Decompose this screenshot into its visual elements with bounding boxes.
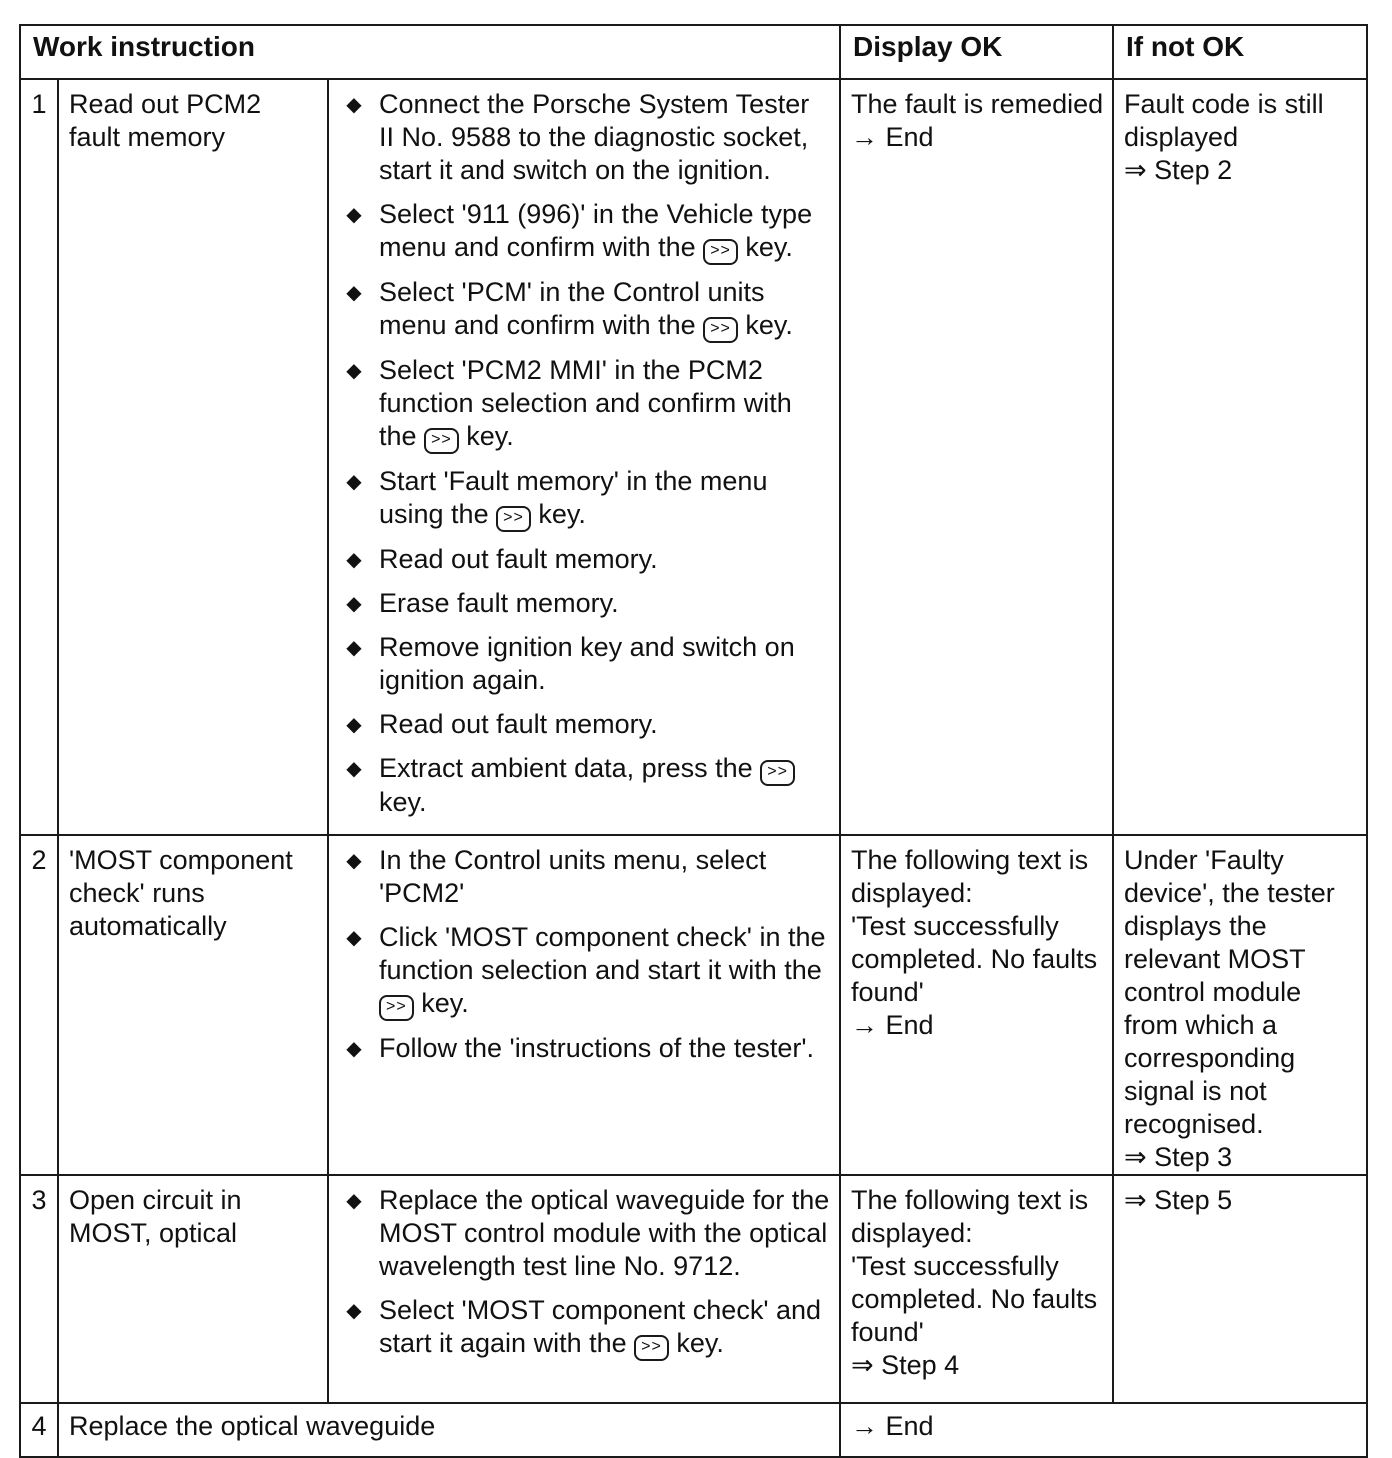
display-ok-cell (840, 835, 1113, 1175)
instruction-item: ◆ Read out fault memory. (341, 708, 831, 741)
header-work-instruction: Work instruction (20, 25, 840, 79)
if-not-ok-result: ⇒ Step 3 (1124, 1142, 1233, 1172)
display-ok-message: 'Test successfully completed. No faults found' (851, 911, 1098, 1007)
forward-key-icon: >> (760, 760, 795, 786)
instruction-item: ◆ Select 'PCM2 MMI' in the PCM2 function selection and confirm with the >> key. (341, 354, 831, 454)
bullet-diamond-icon: ◆ (346, 94, 362, 116)
display-ok-text: The following text is displayed: (851, 1185, 1089, 1248)
display-ok-text: The following text is displayed: (851, 845, 1089, 908)
bullet-diamond-icon: ◆ (346, 637, 362, 659)
step-number: 3 (20, 1175, 58, 1403)
forward-key-icon: >> (496, 506, 531, 532)
display-ok-result: → End (851, 122, 934, 152)
bullet-diamond-icon: ◆ (346, 1300, 362, 1322)
if-not-ok-result: ⇒ Step 2 (1124, 155, 1233, 185)
display-ok-text: The fault is remedied (851, 89, 1104, 119)
bullet-diamond-icon: ◆ (346, 850, 362, 872)
step-instructions (328, 835, 840, 1175)
step-title: Replace the optical waveguide (58, 1403, 840, 1457)
instruction-item: ◆ Connect the Porsche System Tester II No. 9588 to the diagnostic socket, start it and switch on the ignition. (341, 88, 831, 187)
instruction-item: ◆ Erase fault memory. (341, 587, 831, 620)
if-not-ok-text: Fault code is still displayed (1124, 89, 1324, 152)
step-number: 4 (20, 1403, 58, 1457)
bullet-diamond-icon: ◆ (346, 360, 362, 382)
table-row (20, 79, 1367, 835)
table-row (20, 1175, 1367, 1403)
display-ok-result: → End (851, 1411, 934, 1441)
instruction-item: ◆ Select '911 (996)' in the Vehicle type menu and confirm with the >> key. (341, 198, 831, 265)
instruction-item: ◆ Extract ambient data, press the >> key. (341, 752, 831, 819)
if-not-ok-cell (1113, 835, 1367, 1175)
display-ok-cell (840, 1403, 1367, 1457)
forward-key-icon: >> (634, 1335, 669, 1361)
header-display-ok: Display OK (840, 25, 1113, 79)
step-number: 2 (20, 835, 58, 1175)
work-instruction-table (19, 24, 1368, 1458)
instruction-item: ◆ Start 'Fault memory' in the menu using the >> key. (341, 465, 831, 532)
bullet-diamond-icon: ◆ (346, 204, 362, 226)
instruction-item: ◆ Select 'PCM' in the Control units menu and confirm with the >> key. (341, 276, 831, 343)
bullet-diamond-icon: ◆ (346, 593, 362, 615)
bullet-diamond-icon: ◆ (346, 758, 362, 780)
step-number: 1 (20, 79, 58, 835)
if-not-ok-cell (1113, 79, 1367, 835)
display-ok-result: → End (851, 1010, 934, 1040)
step-title: Open circuit in MOST, optical (58, 1175, 328, 1403)
instruction-item: ◆ Click 'MOST component check' in the function selection and start it with the >> key. (341, 921, 831, 1021)
forward-key-icon: >> (703, 239, 738, 265)
bullet-diamond-icon: ◆ (346, 1038, 362, 1060)
table-row (20, 1403, 1367, 1457)
forward-key-icon: >> (379, 995, 414, 1021)
forward-key-icon: >> (424, 428, 459, 454)
step-title: 'MOST component check' runs automatically (58, 835, 328, 1175)
step-instructions (328, 79, 840, 835)
instruction-item: ◆ In the Control units menu, select 'PCM2' (341, 844, 831, 910)
if-not-ok-result: ⇒ Step 5 (1124, 1185, 1233, 1215)
header-row (20, 25, 1367, 79)
instruction-item: ◆ Read out fault memory. (341, 543, 831, 576)
if-not-ok-cell (1113, 1175, 1367, 1403)
bullet-diamond-icon: ◆ (346, 549, 362, 571)
bullet-diamond-icon: ◆ (346, 471, 362, 493)
display-ok-message: 'Test successfully completed. No faults found' (851, 1251, 1098, 1347)
bullet-diamond-icon: ◆ (346, 282, 362, 304)
display-ok-result: ⇒ Step 4 (851, 1350, 960, 1380)
step-instructions (328, 1175, 840, 1403)
forward-key-icon: >> (703, 317, 738, 343)
display-ok-cell (840, 1175, 1113, 1403)
bullet-diamond-icon: ◆ (346, 714, 362, 736)
instruction-item: ◆ Replace the optical waveguide for the MOST control module with the optical wavelength test line No. 9712. (341, 1184, 831, 1283)
display-ok-cell (840, 79, 1113, 835)
instruction-item: ◆ Select 'MOST component check' and start it again with the >> key. (341, 1294, 831, 1361)
instruction-item: ◆ Follow the 'instructions of the tester'. (341, 1032, 831, 1065)
if-not-ok-text: Under 'Faulty device', the tester displays the relevant MOST control module from which a corresponding signal is not recognised. (1124, 845, 1335, 1139)
table-row (20, 835, 1367, 1175)
bullet-diamond-icon: ◆ (346, 1190, 362, 1212)
step-title: Read out PCM2 fault memory (58, 79, 328, 835)
header-if-not-ok: If not OK (1113, 25, 1367, 79)
bullet-diamond-icon: ◆ (346, 927, 362, 949)
instruction-item: ◆ Remove ignition key and switch on ignition again. (341, 631, 831, 697)
